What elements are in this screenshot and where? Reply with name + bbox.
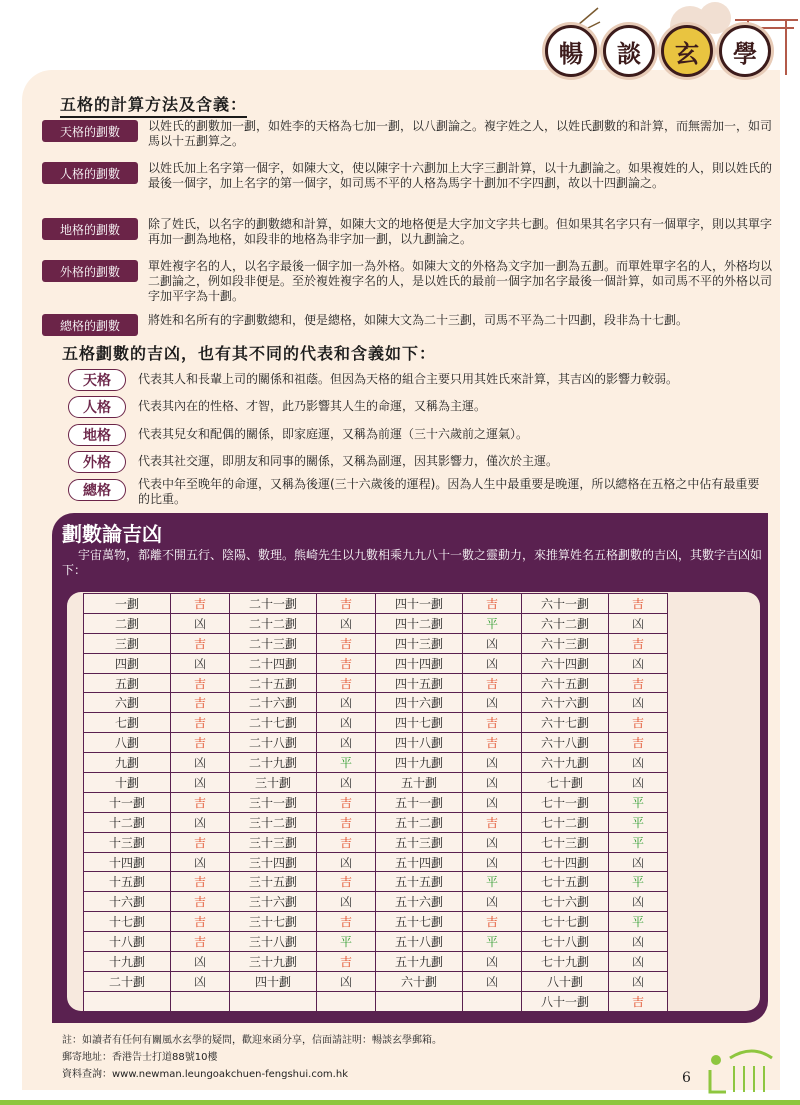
- fortune-cell: 吉: [171, 713, 230, 733]
- stroke-count-cell: 五十六劃: [376, 892, 463, 912]
- fortune-cell: 吉: [463, 733, 522, 753]
- table-row: [84, 753, 668, 773]
- stroke-count-cell: 四十二劃: [376, 613, 463, 633]
- stroke-count-cell: 十三劃: [84, 832, 171, 852]
- stroke-count-cell: 三十九劃: [230, 952, 317, 972]
- fortune-cell: 凶: [463, 653, 522, 673]
- stroke-count-cell: 五十一劃: [376, 792, 463, 812]
- brand-logo: [545, 25, 771, 77]
- definition-row: [42, 161, 772, 191]
- fortune-cell: 吉: [171, 693, 230, 713]
- stroke-count-cell: 四十三劃: [376, 633, 463, 653]
- stroke-count-cell: 六十一劃: [522, 594, 609, 614]
- fortune-cell: 吉: [463, 812, 522, 832]
- stroke-count-cell: 三十八劃: [230, 932, 317, 952]
- section-title: 五格的計算方法及含義：: [60, 92, 247, 118]
- fortune-cell: 凶: [609, 892, 668, 912]
- stroke-count-cell: 三十五劃: [230, 872, 317, 892]
- fortune-cell: 凶: [609, 613, 668, 633]
- fortune-cell: 平: [317, 932, 376, 952]
- stroke-count-cell: 三十三劃: [230, 832, 317, 852]
- footer-note: 註：如讀者有任何有關風水玄學的疑問，歡迎來函分享，信面請註明：暢談玄學郵箱。: [62, 1035, 442, 1046]
- fortune-cell: 吉: [171, 892, 230, 912]
- table-row: [84, 812, 668, 832]
- table-row: [84, 613, 668, 633]
- stroke-count-cell: 三十七劃: [230, 912, 317, 932]
- stroke-count-cell: 五十九劃: [376, 952, 463, 972]
- fortune-cell: 平: [609, 872, 668, 892]
- stroke-count-cell: 七十一劃: [522, 792, 609, 812]
- fortune-cell: 凶: [463, 753, 522, 773]
- stroke-count-cell: 六十四劃: [522, 653, 609, 673]
- stroke-count-cell: 六十劃: [376, 971, 463, 991]
- fortune-cell: 凶: [609, 653, 668, 673]
- stroke-count-cell: [84, 991, 171, 1011]
- fortune-cell: [171, 991, 230, 1011]
- fortune-cell: 凶: [171, 653, 230, 673]
- fortune-cell: 吉: [317, 952, 376, 972]
- fortune-cell: 吉: [317, 872, 376, 892]
- section-title: 五格劃數的吉凶，也有其不同的代表和含義如下：: [62, 344, 437, 363]
- fortune-cell: 吉: [171, 932, 230, 952]
- stroke-count-cell: 七劃: [84, 713, 171, 733]
- fortune-cell: 凶: [317, 971, 376, 991]
- fortune-cell: 平: [463, 872, 522, 892]
- stroke-count-cell: 八劃: [84, 733, 171, 753]
- fortune-cell: 凶: [171, 812, 230, 832]
- stroke-count-cell: 二劃: [84, 613, 171, 633]
- bottom-bar: [0, 1100, 800, 1105]
- definition-tag: 天格的劃數: [42, 120, 138, 142]
- stroke-count-cell: 二十七劃: [230, 713, 317, 733]
- stroke-count-cell: 五十五劃: [376, 872, 463, 892]
- stroke-count-cell: 五十四劃: [376, 852, 463, 872]
- fortune-cell: 凶: [609, 971, 668, 991]
- stroke-count-cell: 二十四劃: [230, 653, 317, 673]
- fortune-cell: 吉: [171, 872, 230, 892]
- stroke-count-cell: 四十六劃: [376, 693, 463, 713]
- definition-row: [42, 119, 772, 149]
- table-row: [84, 991, 668, 1011]
- meaning-text: 代表其人和長輩上司的關係和祖蔭。但因為天格的組合主要只用其姓氏來計算，其吉凶的影響力較弱。: [138, 372, 679, 386]
- stroke-count-cell: 五十七劃: [376, 912, 463, 932]
- stroke-count-cell: 五十八劃: [376, 932, 463, 952]
- definition-text: 除了姓氏，以名字的劃數總和計算，如陳大文的地格便是大字加文字共七劃。但如果其名字只有一個單字，則以其單字再加一劃為地格，如段非的地格為非字加一劃，以九劃論之。: [148, 217, 773, 246]
- stroke-count-cell: 十劃: [84, 773, 171, 793]
- definition-tag: 總格的劃數: [42, 314, 138, 336]
- stroke-count-cell: 三十一劃: [230, 792, 317, 812]
- fortune-cell: 凶: [609, 852, 668, 872]
- fortune-cell: 凶: [317, 852, 376, 872]
- meaning-label: 人格: [68, 396, 126, 418]
- fortune-cell: 吉: [317, 633, 376, 653]
- table-row: [84, 792, 668, 812]
- stroke-count-cell: 二十劃: [84, 971, 171, 991]
- definition-tag: 人格的劃數: [42, 162, 138, 184]
- stroke-count-cell: 二十二劃: [230, 613, 317, 633]
- panel-title: 劃數論吉凶: [62, 522, 162, 546]
- brand-badge: 談: [603, 25, 655, 77]
- stroke-count-cell: 十七劃: [84, 912, 171, 932]
- stroke-count-cell: 六劃: [84, 693, 171, 713]
- stroke-count-cell: 四十七劃: [376, 713, 463, 733]
- stroke-count-cell: 七十四劃: [522, 852, 609, 872]
- stroke-count-cell: 二十五劃: [230, 673, 317, 693]
- stroke-count-cell: 四劃: [84, 653, 171, 673]
- fortune-cell: 凶: [171, 753, 230, 773]
- stroke-count-cell: 十六劃: [84, 892, 171, 912]
- fortune-cell: 平: [609, 912, 668, 932]
- fortune-cell: 凶: [463, 952, 522, 972]
- stroke-count-cell: 五十三劃: [376, 832, 463, 852]
- stroke-count-cell: 五十二劃: [376, 812, 463, 832]
- fortune-cell: 吉: [317, 912, 376, 932]
- fortune-cell: 凶: [609, 932, 668, 952]
- table-row: [84, 633, 668, 653]
- stroke-count-cell: 九劃: [84, 753, 171, 773]
- stroke-count-cell: 二十三劃: [230, 633, 317, 653]
- definition-text: 將姓和名所有的字劃數總和，便是總格，如陳大文為二十三劃，司馬不平為二十四劃，段非為十七劃。: [148, 313, 689, 327]
- fortune-cell: 吉: [171, 733, 230, 753]
- fortune-cell: 凶: [463, 832, 522, 852]
- stroke-count-cell: 五十劃: [376, 773, 463, 793]
- stroke-count-cell: 十四劃: [84, 852, 171, 872]
- fortune-cell: 吉: [317, 594, 376, 614]
- fortune-cell: 吉: [171, 832, 230, 852]
- panel-intro: 宇宙萬物，都離不開五行、陰陽、數理。熊崎先生以九數相乘九九八十一數之靈動力，來推算姓名五格劃數的吉凶，其數字吉凶如下：: [62, 548, 763, 577]
- fortune-cell: 吉: [609, 633, 668, 653]
- stroke-count-cell: 十二劃: [84, 812, 171, 832]
- fortune-cell: 吉: [171, 912, 230, 932]
- fortune-cell: 凶: [317, 713, 376, 733]
- stroke-table: [83, 593, 668, 1012]
- fortune-cell: 凶: [609, 693, 668, 713]
- table-row: [84, 912, 668, 932]
- brand-badge: 玄: [661, 25, 713, 77]
- stroke-count-cell: 七十二劃: [522, 812, 609, 832]
- table-row: [84, 832, 668, 852]
- table-row: [84, 773, 668, 793]
- fortune-cell: 凶: [609, 773, 668, 793]
- stroke-count-cell: [376, 991, 463, 1011]
- stroke-count-cell: 七十八劃: [522, 932, 609, 952]
- fortune-cell: 凶: [317, 613, 376, 633]
- fortune-cell: 平: [317, 753, 376, 773]
- table-row: [84, 852, 668, 872]
- definition-row: [42, 259, 772, 304]
- stroke-count-cell: 三十劃: [230, 773, 317, 793]
- footer-address: 郵寄地址：香港告士打道88號10樓: [62, 1052, 218, 1063]
- meaning-label: 外格: [68, 451, 126, 473]
- stroke-count-cell: 十八劃: [84, 932, 171, 952]
- definition-text: 單姓複字名的人，以名字最後一個字加一為外格。如陳大文的外格為文字加一劃為五劃。而單姓單字名的人，外格均以二劃論之，例如段非便是。至於複姓複字名的人，是以姓氏的最前一個字加名字最後一個計算，如司馬不平的外格以司字加平字為十劃。: [148, 259, 773, 303]
- fortune-cell: 凶: [171, 773, 230, 793]
- stroke-count-cell: 三十六劃: [230, 892, 317, 912]
- fortune-cell: 凶: [171, 852, 230, 872]
- fortune-cell: 吉: [609, 991, 668, 1011]
- stroke-count-cell: 八十劃: [522, 971, 609, 991]
- fortune-cell: 吉: [317, 792, 376, 812]
- site-logo: [700, 1040, 780, 1096]
- stroke-count-cell: 八十一劃: [522, 991, 609, 1011]
- definition-tag: 外格的劃數: [42, 260, 138, 282]
- fortune-cell: 吉: [317, 812, 376, 832]
- definition-row: [42, 313, 772, 336]
- fortune-cell: 吉: [609, 594, 668, 614]
- fortune-cell: 凶: [171, 971, 230, 991]
- meaning-text: 代表其兒女和配偶的關係，即家庭運，又稱為前運（三十六歲前之運氣）。: [138, 427, 529, 441]
- table-row: [84, 932, 668, 952]
- stroke-count-cell: 五劃: [84, 673, 171, 693]
- table-row: [84, 971, 668, 991]
- definition-text: 以姓氏的劃數加一劃，如姓李的天格為七加一劃，以八劃論之。複字姓之人，以姓氏劃數的和計算，而無需加一，如司馬以十五劃算之。: [148, 119, 773, 148]
- stroke-count-cell: 七十九劃: [522, 952, 609, 972]
- fortune-cell: 吉: [463, 713, 522, 733]
- table-row: [84, 952, 668, 972]
- fortune-cell: 凶: [609, 952, 668, 972]
- stroke-count-cell: 三十二劃: [230, 812, 317, 832]
- table-row: [84, 713, 668, 733]
- fortune-cell: 凶: [609, 753, 668, 773]
- stroke-count-cell: 二十九劃: [230, 753, 317, 773]
- stroke-count-cell: 七十劃: [522, 773, 609, 793]
- stroke-count-cell: 六十九劃: [522, 753, 609, 773]
- definition-text: 以姓氏加上名字第一個字，如陳大文，使以陳字十六劃加上大字三劃計算，以十九劃論之。如果複姓的人，則以姓氏的最後一個字，加上名字的第一個字，如司馬不平的人格為馬字十劃加不字四劃，故以十四劃論之。: [148, 161, 773, 190]
- meaning-text: 代表其社交運，即朋友和同事的關係，又稱為副運，因其影響力，僅次於主運。: [138, 454, 559, 468]
- page-number: 6: [682, 1070, 691, 1086]
- meaning-label: 地格: [68, 424, 126, 446]
- stroke-count-cell: 四十一劃: [376, 594, 463, 614]
- fortune-cell: 凶: [463, 971, 522, 991]
- fortune-cell: 凶: [317, 693, 376, 713]
- fortune-cell: 吉: [171, 594, 230, 614]
- fortune-cell: 吉: [317, 653, 376, 673]
- table-row: [84, 872, 668, 892]
- stroke-count-cell: 六十三劃: [522, 633, 609, 653]
- fortune-cell: 平: [463, 613, 522, 633]
- stroke-count-cell: 四十劃: [230, 971, 317, 991]
- stroke-count-cell: 三劃: [84, 633, 171, 653]
- stroke-count-cell: 四十九劃: [376, 753, 463, 773]
- meaning-label: 總格: [68, 479, 126, 501]
- fortune-cell: 平: [609, 832, 668, 852]
- meaning-label: 天格: [68, 369, 126, 391]
- fortune-cell: 吉: [463, 594, 522, 614]
- fortune-cell: 吉: [171, 673, 230, 693]
- fortune-cell: 凶: [317, 773, 376, 793]
- stroke-count-cell: 七十三劃: [522, 832, 609, 852]
- table-row: [84, 653, 668, 673]
- meaning-text: 代表其內在的性格、才智，此乃影響其人生的命運，又稱為主運。: [138, 399, 487, 413]
- fortune-cell: 吉: [317, 832, 376, 852]
- definition-row: [42, 217, 772, 247]
- stroke-count-cell: 六十二劃: [522, 613, 609, 633]
- fortune-cell: [463, 991, 522, 1011]
- table-row: [84, 594, 668, 614]
- fortune-cell: 吉: [463, 673, 522, 693]
- stroke-count-cell: [230, 991, 317, 1011]
- fortune-cell: 吉: [463, 912, 522, 932]
- fortune-cell: 凶: [463, 892, 522, 912]
- stroke-count-cell: 六十八劃: [522, 733, 609, 753]
- stroke-count-cell: 七十六劃: [522, 892, 609, 912]
- brand-badge: 暢: [545, 25, 597, 77]
- table-row: [84, 693, 668, 713]
- fortune-cell: 平: [609, 812, 668, 832]
- fortune-cell: 平: [609, 792, 668, 812]
- stroke-count-cell: 二十八劃: [230, 733, 317, 753]
- definition-tag: 地格的劃數: [42, 218, 138, 240]
- stroke-count-cell: 四十五劃: [376, 673, 463, 693]
- stroke-count-cell: 十一劃: [84, 792, 171, 812]
- stroke-count-cell: 三十四劃: [230, 852, 317, 872]
- fortune-cell: 吉: [171, 633, 230, 653]
- brand-badge: 學: [719, 25, 771, 77]
- table-row: [84, 673, 668, 693]
- fortune-cell: 凶: [171, 613, 230, 633]
- stroke-count-cell: 六十六劃: [522, 693, 609, 713]
- fortune-cell: 吉: [317, 673, 376, 693]
- table-row: [84, 892, 668, 912]
- fortune-cell: [317, 991, 376, 1011]
- fortune-cell: 吉: [609, 733, 668, 753]
- meaning-text: 代表中年至晚年的命運，又稱為後運(三十六歲後的運程)。因為人生中最重要是晚運，所以總格在五格之中佔有最重要的比重。: [138, 477, 760, 506]
- stroke-count-cell: 十九劃: [84, 952, 171, 972]
- fortune-cell: 凶: [463, 792, 522, 812]
- fortune-cell: 凶: [171, 952, 230, 972]
- fortune-cell: 凶: [463, 633, 522, 653]
- stroke-count-cell: 四十八劃: [376, 733, 463, 753]
- fortune-cell: 凶: [317, 733, 376, 753]
- stroke-count-cell: 十五劃: [84, 872, 171, 892]
- stroke-count-cell: 二十一劃: [230, 594, 317, 614]
- fortune-cell: 吉: [609, 673, 668, 693]
- stroke-count-cell: 四十四劃: [376, 653, 463, 673]
- stroke-count-cell: 一劃: [84, 594, 171, 614]
- stroke-count-cell: 二十六劃: [230, 693, 317, 713]
- fortune-cell: 凶: [463, 852, 522, 872]
- stroke-count-cell: 七十七劃: [522, 912, 609, 932]
- fortune-cell: 吉: [609, 713, 668, 733]
- fortune-cell: 凶: [463, 693, 522, 713]
- fortune-cell: 凶: [317, 892, 376, 912]
- fortune-cell: 吉: [171, 792, 230, 812]
- stroke-count-cell: 六十七劃: [522, 713, 609, 733]
- fortune-cell: 平: [463, 932, 522, 952]
- stroke-count-cell: 七十五劃: [522, 872, 609, 892]
- fortune-cell: 凶: [463, 773, 522, 793]
- table-row: [84, 733, 668, 753]
- stroke-count-cell: 六十五劃: [522, 673, 609, 693]
- footer-source: 資料查詢：www.newman.leungoakchuen-fengshui.com.hk: [62, 1069, 348, 1080]
